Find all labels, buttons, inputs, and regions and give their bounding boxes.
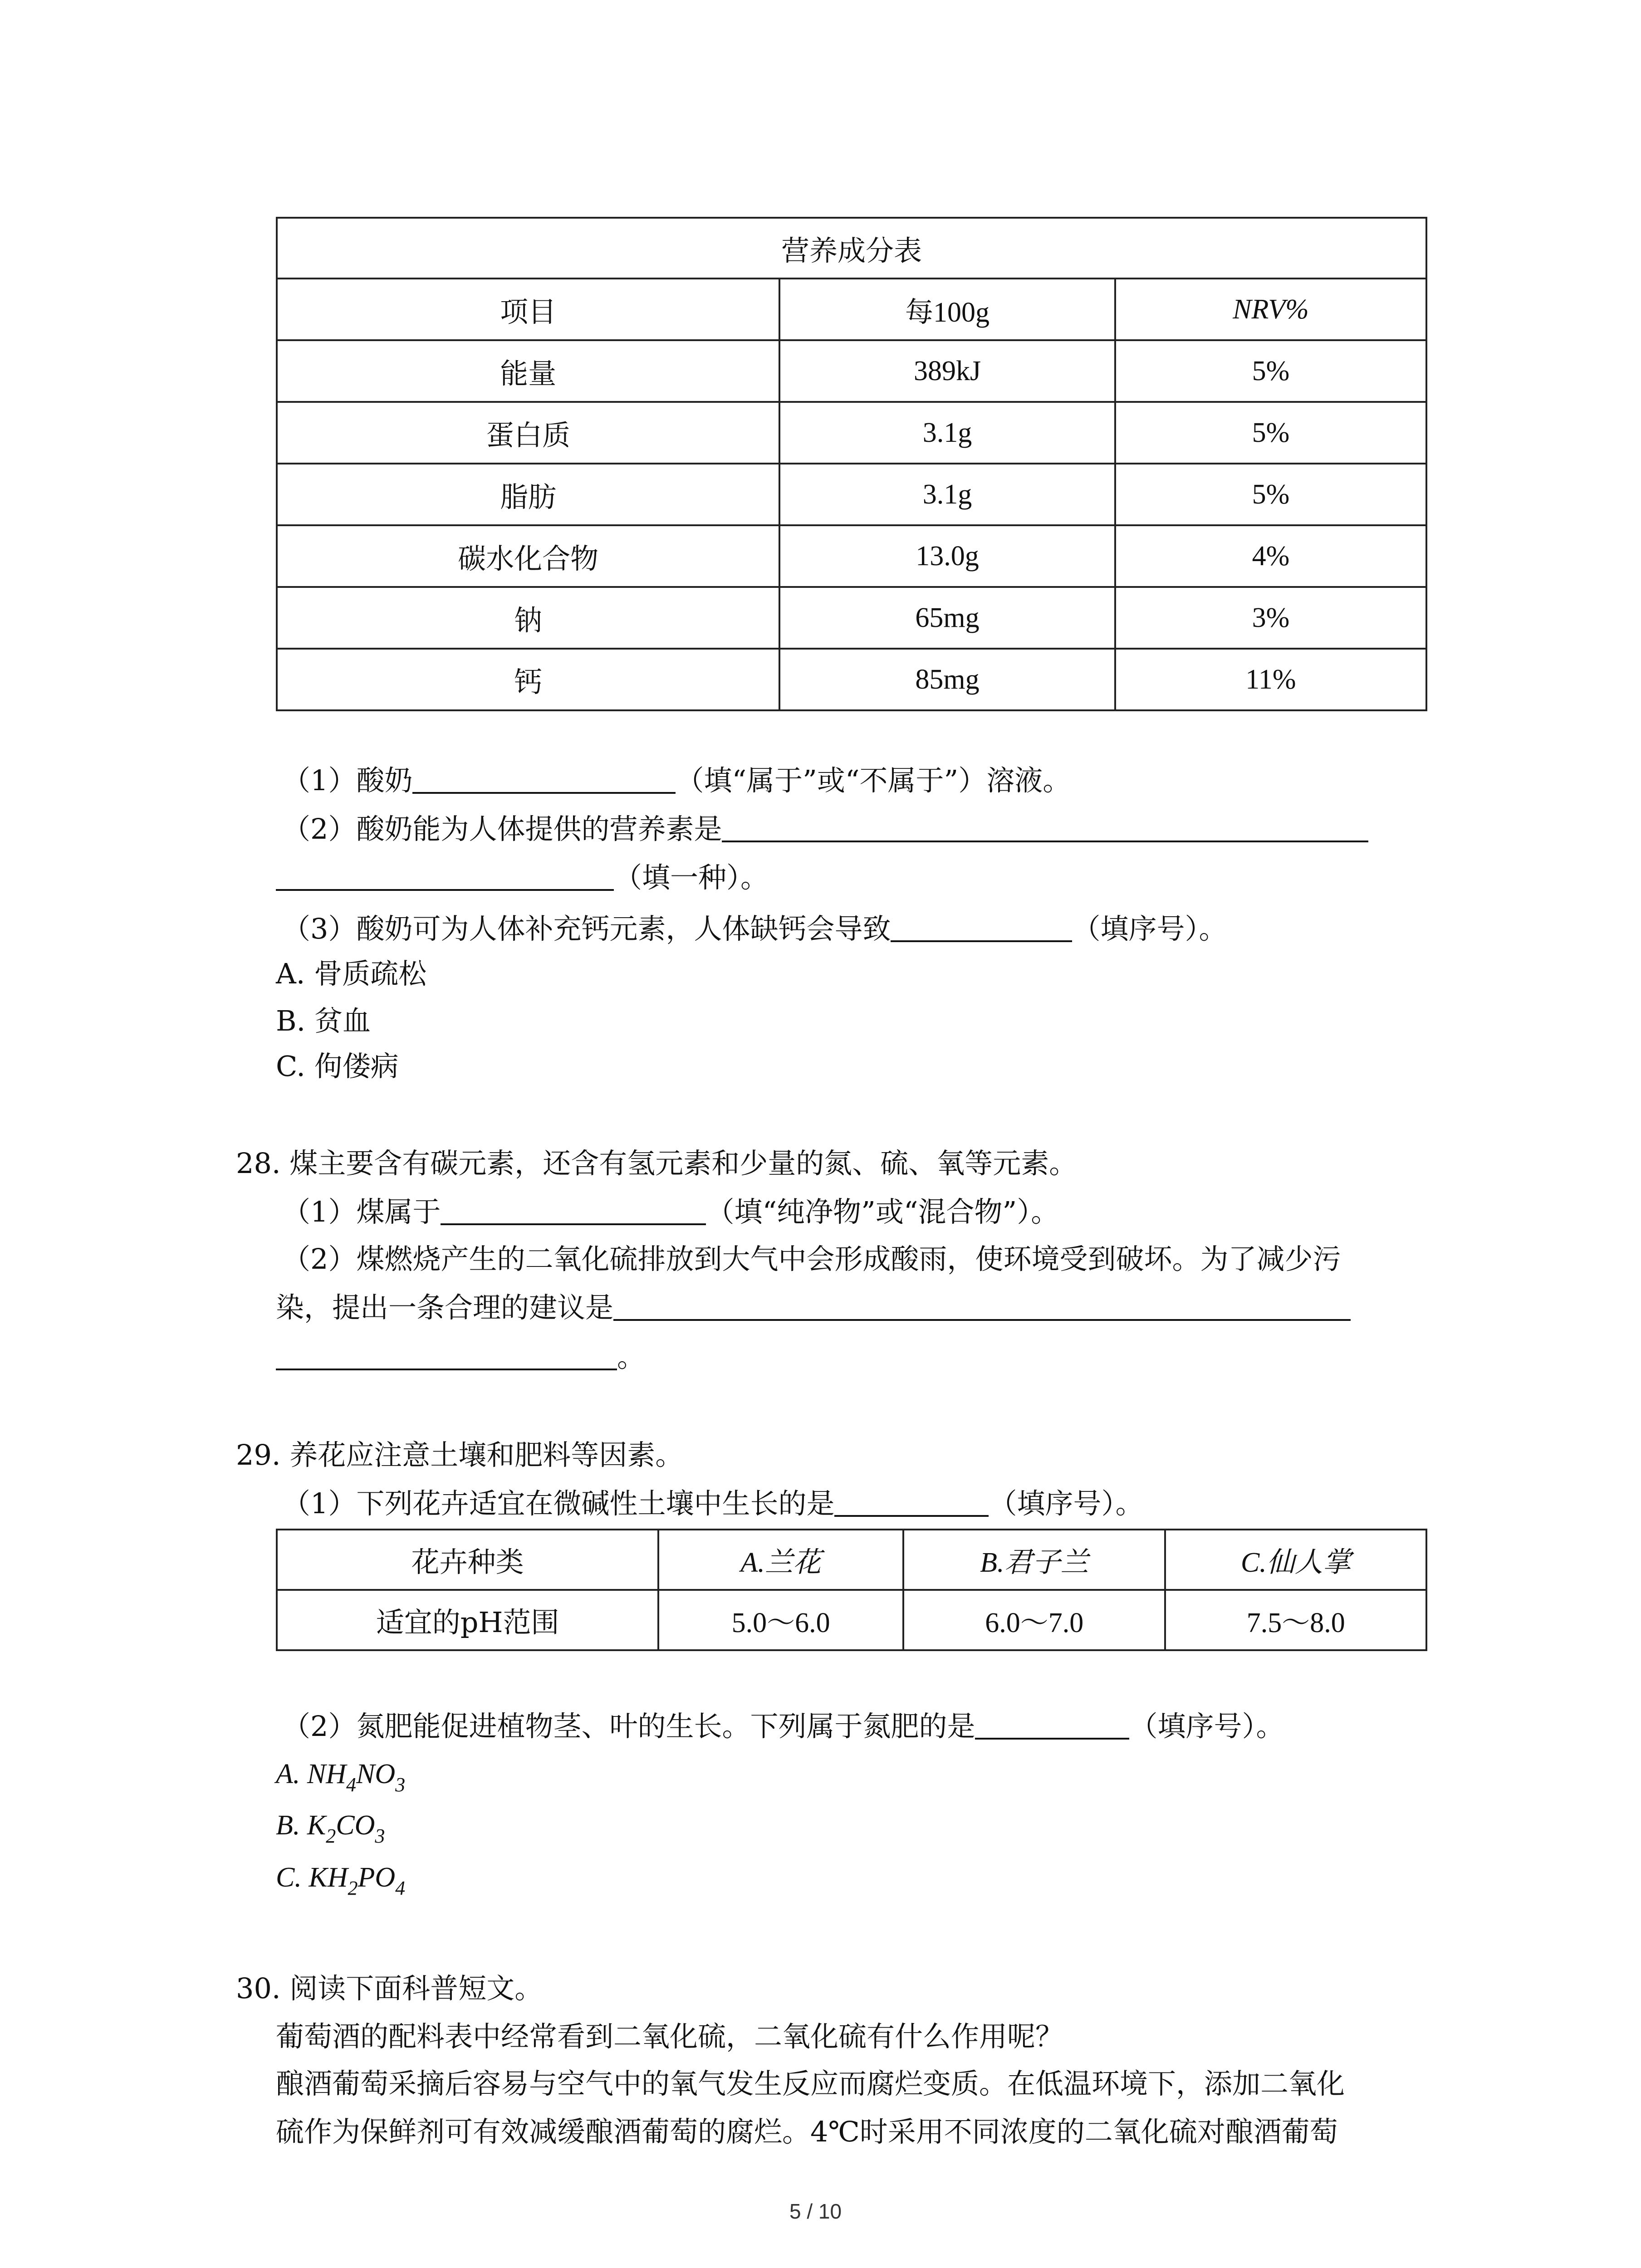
q27-part2-cont bbox=[276, 861, 769, 894]
q30-line2: 酿酒葡萄采摘后容易与空气中的氧气发生反应而腐烂变质。在低温环境下，添加二氧化 bbox=[276, 2067, 1345, 2100]
q27-part1 bbox=[282, 764, 1071, 797]
table-header: B.君子兰 bbox=[903, 1530, 1165, 1590]
q29-option-a bbox=[276, 1759, 406, 1796]
table-row-label: 适宜的pH范围 bbox=[277, 1590, 658, 1650]
table-header: 花卉种类 bbox=[277, 1530, 658, 1590]
table-cell: 3.1g bbox=[779, 402, 1115, 464]
table-cell: 碳水化合物 bbox=[277, 525, 779, 587]
table-title: 营养成分表 bbox=[277, 218, 1426, 279]
q27-part2-suffix: （填一种）。 bbox=[614, 861, 769, 894]
answer-blank[interactable] bbox=[722, 837, 1368, 842]
q29-part1 bbox=[282, 1487, 1144, 1520]
q29-option-c bbox=[276, 1862, 406, 1899]
table-header: C.仙人掌 bbox=[1165, 1530, 1426, 1590]
q27-part3 bbox=[282, 912, 1227, 945]
q29-part2-prefix: （2）氮肥能促进植物茎、叶的生长。下列属于氮肥的是 bbox=[282, 1710, 975, 1743]
q29-option-c-text: C. $KH_2PO_4$ bbox=[276, 1862, 406, 1899]
table-cell: 389kJ bbox=[779, 340, 1115, 402]
nutrition-table bbox=[276, 217, 1427, 711]
q27-option-b: B. 贫血 bbox=[276, 1004, 371, 1037]
answer-blank[interactable] bbox=[975, 1734, 1129, 1740]
table-cell: 85mg bbox=[779, 649, 1115, 710]
table-cell: 脂肪 bbox=[277, 464, 779, 525]
table-header: A.兰花 bbox=[658, 1530, 903, 1590]
table-cell: 3.1g bbox=[779, 464, 1115, 525]
q28-part1-prefix: （1）煤属于 bbox=[282, 1195, 441, 1228]
q29-part2 bbox=[282, 1710, 1284, 1743]
q29-part1-prefix: （1）下列花卉适宜在微碱性土壤中生长的是 bbox=[282, 1487, 835, 1520]
answer-blank[interactable] bbox=[276, 885, 614, 891]
table-header: 项目 bbox=[277, 279, 779, 340]
answer-blank[interactable] bbox=[441, 1220, 706, 1225]
q29-option-b-text: B. $K_2CO_3$ bbox=[276, 1810, 385, 1847]
q28-part1 bbox=[282, 1195, 1059, 1228]
table-cell: 钙 bbox=[277, 649, 779, 710]
q27-part2 bbox=[282, 812, 1368, 846]
answer-blank[interactable] bbox=[613, 1315, 1351, 1321]
table-cell: 5% bbox=[1115, 402, 1426, 464]
q30-line1: 葡萄酒的配料表中经常看到二氧化硫，二氧化硫有什么作用呢？ bbox=[276, 2020, 1064, 2053]
table-cell: 能量 bbox=[277, 340, 779, 402]
table-cell: 6.0～7.0 bbox=[903, 1590, 1165, 1650]
q28-part2-end: 。 bbox=[617, 1340, 646, 1374]
table-cell: 13.0g bbox=[779, 525, 1115, 587]
q29-option-a-text: A. $NH_4NO_3$ bbox=[276, 1759, 406, 1796]
table-cell: 5.0～6.0 bbox=[658, 1590, 903, 1650]
answer-blank[interactable] bbox=[412, 788, 676, 794]
table-cell: 4% bbox=[1115, 525, 1426, 587]
answer-blank[interactable] bbox=[276, 1365, 617, 1370]
table-cell: 7.5～8.0 bbox=[1165, 1590, 1426, 1650]
table-cell: 5% bbox=[1115, 464, 1426, 525]
table-cell: 蛋白质 bbox=[277, 402, 779, 464]
q27-option-a: A. 骨质疏松 bbox=[276, 957, 427, 990]
q27-part3-suffix: （填序号）。 bbox=[1072, 912, 1227, 945]
q29-part2-suffix: （填序号）。 bbox=[1129, 1710, 1284, 1743]
q27-option-c: C. 佝偻病 bbox=[276, 1050, 399, 1083]
q29-option-b bbox=[276, 1810, 385, 1847]
table-header: NRV% bbox=[1115, 279, 1426, 340]
q29-part1-suffix: （填序号）。 bbox=[989, 1487, 1144, 1520]
answer-blank[interactable] bbox=[891, 937, 1072, 942]
q30-stem: 30. 阅读下面科普短文。 bbox=[236, 1972, 543, 2005]
q28-stem: 28. 煤主要含有碳元素，还含有氢元素和少量的氮、硫、氧等元素。 bbox=[236, 1147, 1078, 1180]
q28-part2-prefix: 染，提出一条合理的建议是 bbox=[276, 1291, 614, 1324]
answer-blank[interactable] bbox=[834, 1511, 989, 1517]
table-header: 每100g bbox=[779, 279, 1115, 340]
flower-ph-table bbox=[276, 1529, 1427, 1651]
q30-line3: 硫作为保鲜剂可有效减缓酿酒葡萄的腐烂。4℃时采用不同浓度的二氧化硫对酿酒葡萄 bbox=[276, 2115, 1338, 2148]
table-cell: 65mg bbox=[779, 587, 1115, 649]
q27-part1-prefix: （1）酸奶 bbox=[282, 764, 413, 797]
table-cell: 钠 bbox=[277, 587, 779, 649]
page-number: 5 / 10 bbox=[789, 2200, 842, 2223]
q28-part1-suffix: （填“纯净物”或“混合物”）。 bbox=[706, 1195, 1059, 1228]
table-cell: 3% bbox=[1115, 587, 1426, 649]
q28-part2-line2 bbox=[276, 1291, 1351, 1324]
q27-part3-prefix: （3）酸奶可为人体补充钙元素，人体缺钙会导致 bbox=[282, 912, 891, 945]
table-cell: 11% bbox=[1115, 649, 1426, 710]
q27-part1-suffix: （填“属于”或“不属于”）溶液。 bbox=[676, 764, 1071, 797]
table-cell: 5% bbox=[1115, 340, 1426, 402]
q28-part2-line1: （2）煤燃烧产生的二氧化硫排放到大气中会形成酸雨，使环境受到破坏。为了减少污 bbox=[282, 1242, 1341, 1276]
q28-part2-line3 bbox=[276, 1340, 646, 1374]
q27-part2-prefix: （2）酸奶能为人体提供的营养素是 bbox=[282, 812, 722, 846]
q29-stem: 29. 养花应注意土壤和肥料等因素。 bbox=[236, 1438, 684, 1471]
